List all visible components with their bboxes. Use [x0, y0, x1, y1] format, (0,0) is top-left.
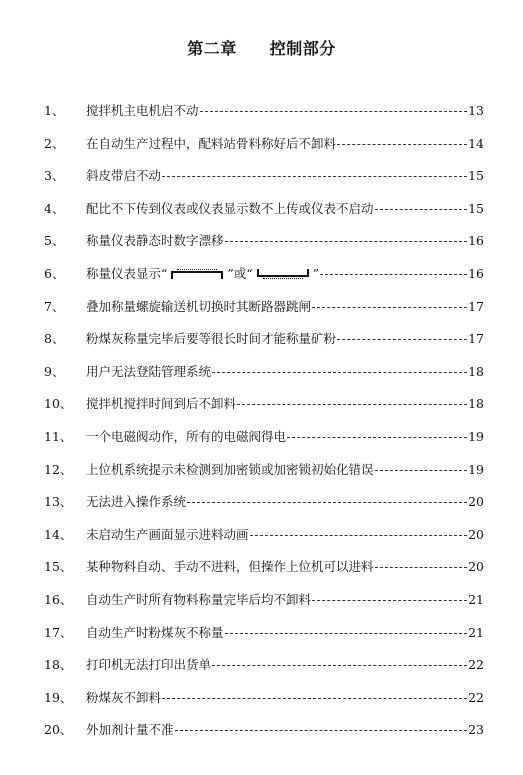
toc-entry[interactable] [44, 199, 484, 232]
dash-leader [250, 525, 468, 545]
dash-leader [312, 590, 467, 610]
entry-page-number: 18 [468, 396, 484, 412]
dash-leader [162, 688, 467, 708]
toc-entry[interactable] [44, 362, 484, 395]
entry-text: 斜皮带启不动 [86, 168, 162, 184]
toc-entry[interactable] [44, 394, 484, 427]
entry-page-number: 21 [468, 591, 484, 607]
entry-number: 8、 [44, 331, 65, 347]
entry-number: 4、 [44, 200, 65, 216]
toc-entry[interactable] [44, 166, 484, 199]
entry-text-part-c: ” [312, 265, 320, 281]
toc-entry[interactable] [44, 655, 484, 688]
dash-leader [225, 231, 468, 251]
toc-entry[interactable] [44, 720, 484, 753]
entry-text: 上位机系统提示未检测到加密锁或加密锁初始化错误 [86, 461, 374, 477]
entry-number: 13、 [44, 494, 73, 510]
toc-entry[interactable] [44, 329, 484, 362]
toc-entry[interactable] [44, 101, 484, 134]
entry-text: 某种物料自动、手动不进料，但操作上位机可以进料 [86, 559, 374, 575]
entry-text: 称量仪表静态时数字漂移 [86, 233, 224, 249]
entry-text: 用户无法登陆管理系统 [86, 363, 212, 379]
entry-number: 19、 [44, 689, 73, 705]
entry-number: 6、 [44, 265, 65, 281]
toc-entry[interactable] [44, 427, 484, 460]
entry-number: 10、 [44, 396, 73, 412]
toc-entry[interactable] [44, 623, 484, 656]
dash-leader [337, 134, 467, 154]
entry-number: 17、 [44, 624, 73, 640]
entry-text: 外加剂计量不准 [86, 722, 174, 738]
dash-leader [337, 329, 467, 349]
entry-text-part-a: 称量仪表显示“ [86, 265, 168, 281]
dash-leader [212, 655, 467, 675]
entry-text: 在自动生产过程中，配料站骨料称好后不卸料 [86, 135, 337, 151]
dash-leader [162, 166, 467, 186]
dash-leader [287, 427, 467, 447]
entry-page-number: 20 [468, 559, 484, 575]
dash-leader [200, 101, 468, 121]
entry-page-number: 16 [468, 233, 484, 249]
table-of-contents [44, 101, 484, 753]
toc-entry[interactable] [44, 492, 484, 525]
dash-leader [375, 557, 468, 577]
entry-text-part-b: ”或“ [227, 265, 253, 281]
entry-page-number: 20 [468, 526, 484, 542]
entry-page-number: 22 [468, 657, 484, 673]
entry-text: 配比不下传到仪表或仪表显示数不上传或仪表不启动 [86, 200, 374, 216]
chapter-title: 第二章 控制部分 [187, 39, 336, 58]
entry-number: 5、 [44, 233, 65, 249]
dash-leader [375, 199, 468, 219]
entry-text: 自动生产时粉煤灰不称量 [86, 624, 224, 640]
toc-entry[interactable] [44, 590, 484, 623]
entry-text: 未启动生产画面显示进料动画 [86, 526, 249, 542]
top-bracket-glyph-icon [169, 268, 225, 280]
entry-text: 无法进入操作系统 [86, 494, 187, 510]
entry-page-number: 20 [468, 494, 484, 510]
toc-entry[interactable] [44, 525, 484, 558]
entry-page-number: 16 [468, 265, 484, 281]
entry-number: 20、 [44, 722, 73, 738]
entry-page-number: 18 [468, 363, 484, 379]
entry-page-number: 19 [468, 428, 484, 444]
entry-number: 9、 [44, 363, 65, 379]
entry-number: 12、 [44, 461, 73, 477]
entry-text: 粉煤灰称量完毕后要等很长时间才能称量矿粉 [86, 331, 337, 347]
entry-text: 叠加称量螺旋输送机切换时其断路器跳闸 [86, 298, 312, 314]
dash-leader [312, 297, 467, 317]
entry-text: 打印机无法打印出货单 [86, 657, 212, 673]
dash-leader [175, 720, 468, 740]
entry-page-number: 22 [468, 689, 484, 705]
entry-number: 15、 [44, 559, 73, 575]
entry-page-number: 13 [468, 103, 484, 118]
entry-page-number: 17 [468, 298, 484, 314]
toc-entry[interactable] [44, 297, 484, 330]
entry-page-number: 15 [468, 168, 484, 184]
dash-leader [212, 362, 467, 382]
entry-page-number: 17 [468, 331, 484, 347]
dash-leader [375, 460, 468, 480]
entry-text [86, 264, 319, 284]
toc-entry[interactable] [44, 688, 484, 721]
entry-number: 16、 [44, 591, 73, 607]
entry-text: 自动生产时所有物料称量完毕后均不卸料 [86, 591, 312, 607]
entry-page-number: 14 [468, 135, 484, 151]
entry-page-number: 19 [468, 461, 484, 477]
dash-leader [237, 394, 467, 414]
entry-page-number: 15 [468, 200, 484, 216]
entry-number: 11、 [44, 428, 73, 444]
entry-number: 3、 [44, 168, 65, 184]
toc-entry[interactable] [44, 134, 484, 167]
entry-text: 搅拌机主电机启不动 [86, 103, 199, 118]
entry-number: 2、 [44, 135, 65, 151]
bottom-bracket-glyph-icon [255, 268, 311, 280]
entry-number: 7、 [44, 298, 65, 314]
entry-text: 搅拌机搅拌时间到后不卸料 [86, 396, 237, 412]
dash-leader [187, 492, 467, 512]
dash-leader [225, 623, 468, 643]
entry-number: 18、 [44, 657, 73, 673]
dash-leader [320, 264, 467, 284]
toc-entry[interactable] [44, 557, 484, 590]
entry-page-number: 23 [468, 722, 484, 738]
toc-entry[interactable] [44, 264, 484, 297]
entry-number: 1、 [44, 103, 65, 118]
toc-entry[interactable] [44, 460, 484, 493]
toc-entry[interactable] [44, 231, 484, 264]
entry-text: 一个电磁阀动作，所有的电磁阀得电 [86, 428, 287, 444]
entry-text: 粉煤灰不卸料 [86, 689, 162, 705]
entry-number: 14、 [44, 526, 73, 542]
entry-page-number: 21 [468, 624, 484, 640]
